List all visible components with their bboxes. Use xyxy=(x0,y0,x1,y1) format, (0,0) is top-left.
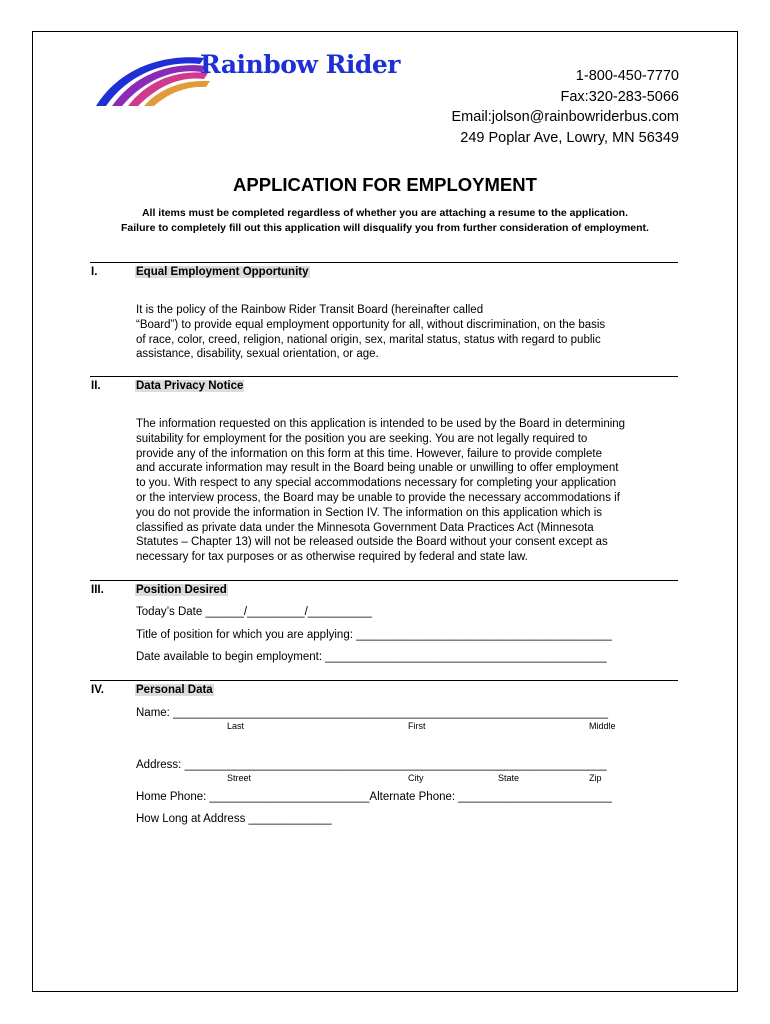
instruction-line-1: All items must be completed regardless of whether you are attaching a resume to the application. xyxy=(141,207,629,219)
section-divider xyxy=(90,580,678,581)
paragraph-line: “Board”) to provide equal employment opportunity for all, without discrimination, on the basis xyxy=(136,318,606,331)
contact-fax: Fax:320-283-5066 xyxy=(560,88,679,105)
name-last-label: Last xyxy=(227,721,245,731)
section-divider xyxy=(90,376,678,377)
section-title-personal: Personal Data xyxy=(136,684,213,696)
contact-block xyxy=(452,66,679,148)
paragraph-line: The information requested on this application is intended to be used by the Board in determining xyxy=(136,418,626,430)
paragraph-line: assistance, disability, sexual orientation, or age. xyxy=(136,348,379,361)
name-field[interactable]: Name: ____________________________________________________________________ xyxy=(136,707,608,719)
address-street-label: Street xyxy=(227,773,252,783)
paragraph-line: provide any of the information on this form at this time. However, failure to provide complete xyxy=(136,447,602,460)
contact-address: 249 Poplar Ave, Lowry, MN 56349 xyxy=(460,129,679,146)
name-first-label: First xyxy=(408,721,426,731)
section-divider xyxy=(90,262,678,263)
paragraph-line: suitability for employment for the position you are seeking. You are not legally required to xyxy=(136,432,588,445)
section-number: I. xyxy=(91,266,98,278)
page-title: APPLICATION FOR EMPLOYMENT xyxy=(233,174,537,195)
paragraph-line: necessary for tax purposes or as otherwise required by federal and state law. xyxy=(136,551,528,564)
paragraph-line: to you. With respect to any special accommodations necessary for completing your application xyxy=(136,477,617,490)
section-title-eeo: Equal Employment Opportunity xyxy=(136,266,309,278)
paragraph-line: classified as private data under the Minnesota Government Data Practices Act (Minnesota xyxy=(136,521,594,534)
section-number: II. xyxy=(91,380,101,392)
paragraph-line: you do not provide the information in Section IV. The information on this application which is xyxy=(136,506,603,519)
address-field[interactable]: Address: __________________________________________________________________ xyxy=(136,759,607,771)
how-long-at-address-field[interactable]: How Long at Address _____________ xyxy=(136,813,332,825)
position-title-field[interactable]: Title of position for which you are applying: ________________________________________ xyxy=(136,629,612,641)
contact-email: Email:jolson@rainbowriderbus.com xyxy=(451,109,679,125)
section-number: III. xyxy=(91,584,104,596)
paragraph-line: It is the policy of the Rainbow Rider Transit Board (hereinafter called xyxy=(136,304,484,316)
section-title-position: Position Desired xyxy=(136,584,227,596)
section-title-privacy: Data Privacy Notice xyxy=(136,380,244,392)
phone-fields[interactable]: Home Phone: _________________________Alternate Phone: ________________________ xyxy=(136,791,612,803)
address-state-label: State xyxy=(498,773,520,783)
todays-date-field[interactable]: Today’s Date ______/_________/__________ xyxy=(136,606,372,618)
contact-phone: 1-800-450-7770 xyxy=(575,68,679,84)
instruction-line-2: Failure to completely fill out this application will disqualify you from further consideration of employment. xyxy=(121,222,649,234)
paragraph-line: or the interview process, the Board may be unable to provide the necessary accommodations if xyxy=(136,491,620,504)
section-number: IV. xyxy=(91,684,105,696)
date-available-field[interactable]: Date available to begin employment: ____________________________________________ xyxy=(136,651,607,663)
paragraph-line: and accurate information may result in the Board being unable or unwilling to offer employment xyxy=(136,462,619,475)
name-middle-label: Middle xyxy=(589,721,616,731)
privacy-paragraph xyxy=(136,417,681,565)
eeo-paragraph xyxy=(136,303,681,362)
logo-wordmark: Rainbow Rider xyxy=(200,50,400,79)
address-zip-label: Zip xyxy=(589,773,602,783)
section-divider xyxy=(90,680,678,681)
paragraph-line: Statutes – Chapter 13) will not be released outside the Board without your consent except as xyxy=(136,536,608,549)
paragraph-line: of race, color, creed, religion, national origin, sex, marital status, status with regard to public xyxy=(136,333,601,346)
address-city-label: City xyxy=(408,773,424,783)
